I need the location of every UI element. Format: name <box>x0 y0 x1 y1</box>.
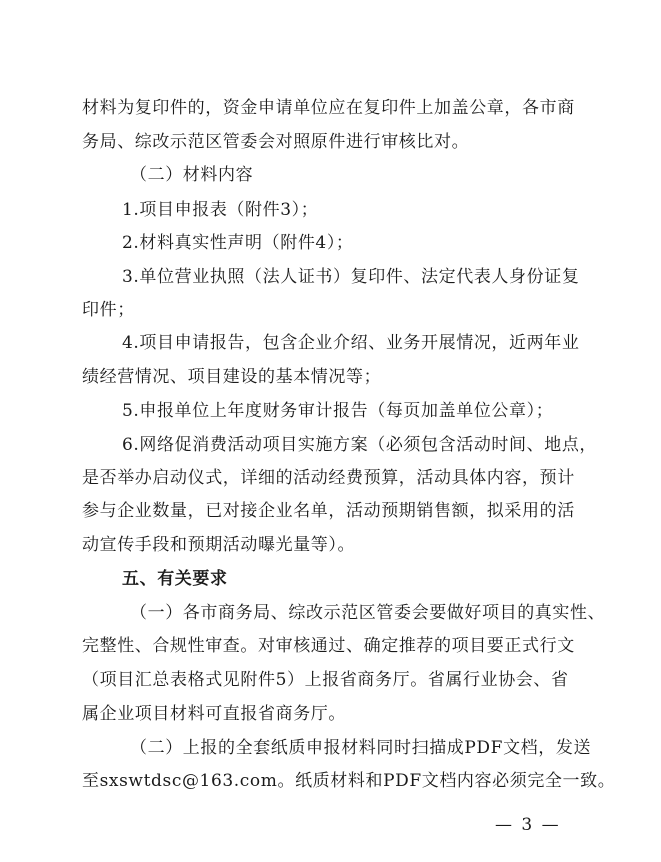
list-item: 4.项目申请报告，包含企业介绍、业务开展情况，近两年业 <box>122 333 580 353</box>
list-item-continuation: 动宣传手段和预期活动曝光量等）。 <box>82 535 356 555</box>
body-text-line: （一）各市商务局、综改示范区管委会要做好项目的真实性、 <box>130 603 606 623</box>
list-item: 2.材料真实性声明（附件4）； <box>122 233 354 253</box>
list-item-continuation: 是否举办启动仪式，详细的活动经费预算，活动具体内容，预计 <box>82 468 575 488</box>
list-item: 5.申报单位上年度财务审计报告（每页加盖单位公章）； <box>122 401 554 421</box>
subsection-heading: （二）材料内容 <box>130 165 254 185</box>
list-item-continuation: 参与企业数量，已对接企业名单，活动预期销售额，拟采用的活 <box>82 501 575 521</box>
body-text-line: 完整性、合规性审查。对审核通过、确定推荐的项目要正式行文 <box>82 636 575 656</box>
body-text-line: 材料为复印件的，资金申请单位应在复印件上加盖公章，各市商 <box>82 98 575 118</box>
body-text-line: （项目汇总表格式见附件5）上报省商务厅。省属行业协会、省 <box>82 670 569 690</box>
list-item: 1.项目申报表（附件3）； <box>122 200 319 220</box>
page-number: — 3 — <box>495 815 561 835</box>
body-text-line: 务局、综改示范区管委会对照原件进行审核比对。 <box>82 132 470 152</box>
list-item-continuation: 印件； <box>82 300 135 320</box>
list-item-continuation: 绩经营情况、项目建设的基本情况等； <box>82 367 382 387</box>
body-text-line: 属企业项目材料可直报省商务厅。 <box>82 704 346 724</box>
body-text-line: （二）上报的全套纸质申报材料同时扫描成PDF文档，发送 <box>130 738 592 758</box>
list-item: 3.单位营业执照（法人证书）复印件、法定代表人身份证复 <box>122 267 580 287</box>
body-text-line: 至sxswtdsc@163.com。纸质材料和PDF文档内容必须完全一致。 <box>82 771 616 791</box>
list-item: 6.网络促消费活动项目实施方案（必须包含活动时间、地点， <box>122 435 598 455</box>
section-heading: 五、有关要求 <box>122 569 228 589</box>
